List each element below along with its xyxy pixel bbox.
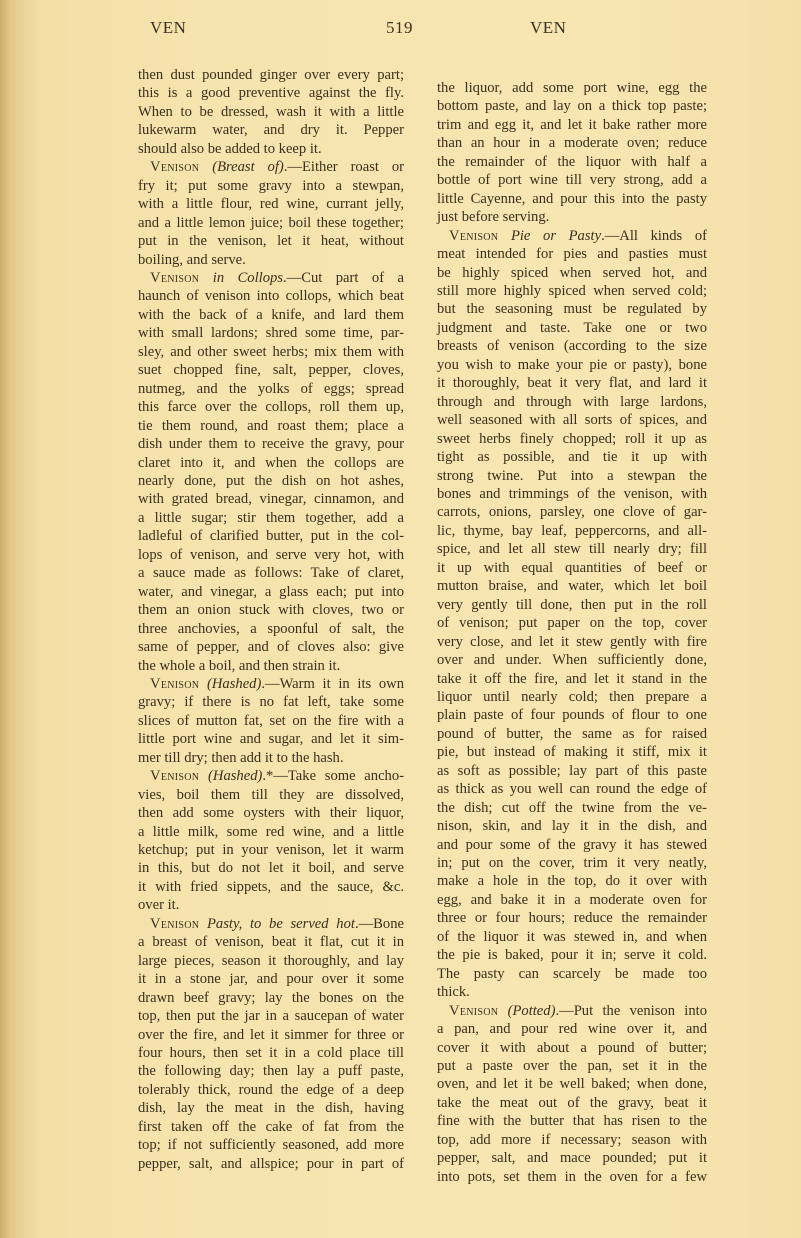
text-line: with grated bread, vinegar, cinnamon, and [138,491,404,508]
paragraph-heading-line [138,675,404,693]
text-line: tolerably thick, round the edge of a deep [138,1081,404,1098]
paragraph-heading-line [138,915,404,933]
text-line: very close, and let it stew gently with fire [437,633,707,650]
page-number: 519 [386,18,413,37]
text-line: a little sugar; stir them together, add a [138,509,404,526]
text-line: over it. [138,897,180,914]
running-head-right: VEN [530,18,567,37]
text-line: this is a good preventive against the fly. [138,85,404,102]
text-line: suet chopped fine, salt, pepper, cloves, [138,362,404,379]
text-line: with small lardons; shred some time, par- [138,325,404,342]
text-line: sley, and other sweet herbs; mix them with [138,343,404,360]
text-line: dish under them to receive the gravy, pour [138,436,404,453]
text-line: the following day; then lay a puff paste, [138,1063,404,1080]
text-line: nearly done, put the dish on hot ashes, [138,472,404,489]
text-line: pepper, salt, and allspice; pour in part of [138,1155,404,1172]
paragraph [138,767,404,915]
text-line: haunch of venison into collops, which beat [138,288,404,305]
left-column [138,66,404,1173]
entry-name: Venison [150,269,200,286]
text-line: nutmeg, and the yolks of eggs; spread [138,380,404,397]
text-line: top, then put the jar in a saucepan of water [138,1008,404,1025]
text-line: take the meat out of the gravy, beat it [437,1094,707,1111]
text-line: the remainder of the liquor with half a [437,153,707,170]
text-line: should also be added to keep it. [138,140,322,157]
text-line: you wish to make your pie or pasty), bone [437,356,707,373]
text-line: pie, but instead of making it stiff, mix it [437,744,707,761]
text-line: the liquor, add some port wine, egg the [437,80,707,96]
text-line: cover it with about a pound of butter; [437,1039,707,1056]
text-line: in; put on the cover, trim it very neatly, [437,855,707,872]
text-line: large pieces, season it thoroughly, and lay [138,952,404,969]
paragraph-heading-line [437,1002,707,1020]
text-line: the dish; cut off the twine from the ve- [437,799,707,816]
text-line: in this, but do not let it boil, and serve [138,860,404,877]
text-line: very gently till done, then put in the roll [437,596,707,613]
text-line: this farce over the collops, roll them up, [138,399,404,416]
text-line: and a little lemon juice; boil these together; [138,214,404,231]
text-line: mutton braise, and water, which let boil [437,578,707,595]
text-line: still more highly spiced when served cold; [437,282,707,299]
text-line: it in a stone jar, and pour over it some [138,971,404,988]
paragraph-heading-line [138,158,404,176]
text-line: claret into it, and when the collops are [138,454,404,471]
text-line: plain paste of four pounds of flour to one [437,707,707,724]
text-line: top, add more if necessary; season with [437,1131,707,1148]
text-line: first taken off the cake of fat from the [138,1118,404,1135]
text-line: top; if not sufficiently seasoned, add more [138,1137,404,1154]
text-line: a breast of venison, beat it flat, cut it in [138,934,404,951]
text-line: it with fried sippets, and the sauce, &c. [138,878,404,895]
text-line: and pour some of the gravy it has stewed [437,836,707,853]
text-line: into pots, set them in the oven for a few [437,1168,707,1185]
text-line: gravy; if there is no fat left, take some [138,694,404,711]
text-line: just before serving. [437,209,550,226]
text-line: the pie is baked, pour it in; serve it cold. [437,947,707,964]
text-line: lukewarm water, and dry it. Pepper [138,122,404,139]
right-column [437,79,707,1186]
text-line: then add some oysters with their liquor, [138,805,404,822]
text-line: put a paste over the pan, set it in the [437,1058,707,1075]
text-line: three anchovies, a spoonful of salt, the [138,620,404,637]
paragraph [138,158,404,269]
text-line: liquor until nearly cold; then prepare a [437,688,707,705]
entry-text: .—All kinds of [601,227,707,244]
text-line: as soft as possible; lay part of this paste [437,762,707,779]
text-line: fry it; put some gravy into a stewpan, [138,177,404,194]
text-line: bottom paste, and lay on a thick top paste; [437,98,707,115]
text-line: then dust pounded ginger over every part; [138,67,404,83]
entry-text: .—Warm it in its own [261,675,405,692]
text-line: oven, and let it be well baked; when done, [437,1076,707,1093]
text-line: lic, thyme, bay leaf, peppercorns, and all- [437,522,707,539]
paragraph-heading-line [138,767,404,785]
paragraph [138,915,404,1173]
text-line: make a hole in the top, do it over with [437,873,707,890]
text-line: a sauce made as follows: Take of claret, [138,565,404,582]
entry-title: Pie or Pasty [510,227,602,244]
entry-name: Venison [150,159,200,176]
paragraph [437,1002,707,1187]
text-line: sweet herbs finely chopped; roll it up as [437,430,707,447]
entry-text: .—Either roast or [283,159,404,176]
text-line: thick. [437,984,470,1001]
text-line: it thoroughly, beat it very flat, and lard it [437,375,707,392]
text-line: breasts of venison (according to the size [437,338,707,355]
text-line: carrots, onions, parsley, one clove of gar- [437,504,707,521]
text-line: mer till dry; then add it to the hash. [138,749,344,766]
entry-text: .—Put the venison into [555,1002,707,1019]
text-line: strong twine. Put into a stewpan the [437,467,707,484]
entry-text: .—Cut part of a [282,269,404,286]
text-line: over the fire, and let it simmer for three or [138,1026,404,1043]
text-line: same of pepper, and of cloves also: give [138,639,404,656]
text-line: with the back of a knife, and lard them [138,306,404,323]
paragraph [437,227,707,1002]
text-line: vies, boil them till they are dissolved, [138,786,404,803]
paragraph [138,269,404,675]
entry-title: (Hashed) [208,768,263,785]
text-line: put in the venison, let it heat, without [138,233,404,250]
text-line: pound of butter, the same as for raised [437,725,707,742]
text-line: slices of mutton fat, set on the fire with a [138,712,404,729]
text-line: judgment and taste. Take one or two [437,319,707,336]
text-line: the whole a boil, and then strain it. [138,657,341,674]
text-line: When to be dressed, wash it with a little [138,103,404,120]
text-line: spice, and let all stew till nearly dry; fill [437,541,707,558]
text-line: well seasoned with all sorts of spices, and [437,412,707,429]
text-line: tie them round, and roast them; place a [138,417,404,434]
entry-title: (Breast of) [212,159,284,176]
entry-name: Venison [150,675,200,692]
text-line: bottle of port wine till very strong, add a [437,172,707,189]
text-line: fine with the butter that has risen to the [437,1113,707,1130]
text-line: trim and egg it, and let it bake rather more [437,116,707,133]
entry-title: Pasty, to be served hot [207,915,355,932]
text-line: them an onion stuck with cloves, two or [138,602,404,619]
text-line: through and through with large lardons, [437,393,707,410]
text-line: ketchup; put in your venison, let it warm [138,842,404,859]
entry-text: .*—Take some ancho- [262,768,404,785]
text-line: ladleful of clarified butter, put in the col- [138,528,404,545]
text-line: of venison; put paper on the top, cover [437,615,707,632]
text-line: pepper, salt, and mace pounded; put it [437,1150,707,1167]
text-line: as thick as you well can round the edge of [437,781,707,798]
text-line: drawn beef gravy; lay the bones on the [138,989,404,1006]
entry-text: .—Bone [354,915,404,932]
entry-title: in Collops [212,269,283,286]
paragraph [138,66,404,158]
text-line: water, and vinegar, a glass each; put into [138,583,404,600]
entry-title: (Hashed) [207,675,262,692]
text-line: meat intended for pies and pasties must [437,246,707,263]
text-line: egg, and bake it in a moderate oven for [437,891,707,908]
paragraph-heading-line [138,269,404,287]
text-line: lops of venison, and serve very hot, with [138,546,404,563]
text-line: bones and trimmings of the venison, with [437,485,707,502]
text-line: take it off the fire, and let it stand in the [437,670,707,687]
text-line: a little milk, some red wine, and a little [138,823,404,840]
text-line: a pan, and pour red wine over it, and [437,1021,707,1038]
text-line: dish, lay the meat in the dish, having [138,1100,404,1117]
text-line: tight as possible, and tie it up with [437,449,707,466]
paragraph [437,79,707,227]
text-line: than an hour in a moderate oven; reduce [437,135,707,152]
text-line: nison, skin, and lay it in the dish, and [437,818,707,835]
text-line: three or four hours; reduce the remainder [437,910,707,927]
text-line: with a little flour, red wine, currant jelly, [138,196,404,213]
text-line: four hours, then set it in a cold place till [138,1045,404,1062]
entry-name: Venison [449,1002,499,1019]
running-head-left: VEN [150,18,187,37]
entry-name: Venison [449,227,499,244]
text-line: be highly spiced when served hot, and [437,264,707,281]
text-line: but the seasoning must be regulated by [437,301,707,318]
text-line: little port wine and sugar, and let it sim- [138,731,404,748]
paragraph [138,675,404,767]
entry-name: Venison [150,915,200,932]
text-line: The pasty can scarcely be made too [437,965,707,982]
entry-title: (Potted) [507,1002,556,1019]
text-line: of the liquor it was stewed in, and when [437,928,707,945]
paragraph-heading-line [437,227,707,245]
text-line: little Cayenne, and pour this into the pasty [437,190,707,207]
entry-name: Venison [150,768,200,785]
text-line: boiling, and serve. [138,251,246,268]
text-line: over and under. When sufficiently done, [437,652,707,669]
text-line: it up with equal quantities of beef or [437,559,707,576]
